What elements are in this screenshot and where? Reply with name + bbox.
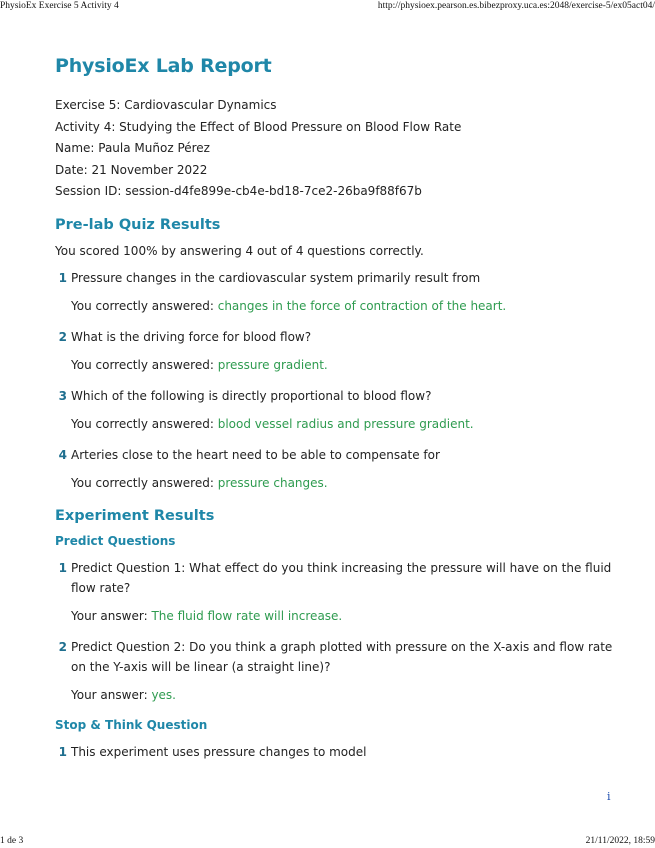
question-answer bbox=[55, 355, 615, 375]
page-number: 1 de 3 bbox=[0, 836, 24, 846]
answer-value: The fluid flow rate will increase. bbox=[151, 608, 343, 623]
predict-heading: Predict Questions bbox=[55, 533, 176, 548]
print-header-url: http://physioex.pearson.es.bibezproxy.uca.es:2048/exercise-5/ex05act04/ bbox=[377, 1, 655, 11]
question-text: This experiment uses pressure changes to model bbox=[71, 744, 367, 759]
answer-prefix: You correctly answered: bbox=[71, 416, 214, 431]
date-line: Date: 21 November 2022 bbox=[55, 162, 208, 177]
question-text: Arteries close to the heart need to be able to compensate for bbox=[71, 447, 440, 462]
report-meta bbox=[55, 95, 615, 203]
question-answer bbox=[55, 296, 615, 316]
question-answer bbox=[55, 685, 615, 705]
question-number: 4 bbox=[58, 447, 67, 462]
session-line: Session ID: session-d4fe899e-cb4e-bd18-7ce2-26ba9f88f67b bbox=[55, 184, 422, 199]
activity-line: Activity 4: Studying the Effect of Blood Pressure on Blood Flow Rate bbox=[55, 119, 462, 134]
question-text: What is the driving force for blood flow? bbox=[71, 329, 312, 344]
question-number: 1 bbox=[58, 270, 67, 285]
report-content bbox=[55, 52, 615, 762]
question-answer bbox=[55, 473, 615, 493]
question-text: Which of the following is directly proportional to blood flow? bbox=[71, 388, 432, 403]
print-timestamp: 21/11/2022, 18:59 bbox=[585, 836, 655, 846]
predict-question bbox=[55, 637, 615, 705]
stop-think-heading: Stop & Think Question bbox=[55, 717, 208, 732]
answer-prefix: You correctly answered: bbox=[71, 357, 214, 372]
question-number: 2 bbox=[58, 329, 67, 344]
answer-prefix: You correctly answered: bbox=[71, 298, 214, 313]
info-icon[interactable]: i bbox=[607, 790, 611, 803]
question-answer bbox=[55, 606, 615, 626]
stop-think-question bbox=[55, 742, 615, 762]
question-text: Predict Question 2: Do you think a graph plotted with pressure on the X-axis and flow rate on the Y-axis will be linear (a straight line)? bbox=[71, 639, 613, 674]
question-number: 2 bbox=[58, 639, 67, 654]
prelab-question bbox=[55, 268, 615, 316]
print-header-title: PhysioEx Exercise 5 Activity 4 bbox=[0, 1, 119, 11]
prelab-question bbox=[55, 445, 615, 493]
question-answer bbox=[55, 414, 615, 434]
exercise-line: Exercise 5: Cardiovascular Dynamics bbox=[55, 98, 277, 112]
question-number: 3 bbox=[58, 388, 67, 403]
experiment-heading: Experiment Results bbox=[55, 507, 215, 524]
question-number: 1 bbox=[58, 560, 67, 575]
name-line: Name: Paula Muñoz Pérez bbox=[55, 141, 210, 156]
prelab-question bbox=[55, 386, 615, 434]
prelab-score: You scored 100% by answering 4 out of 4 questions correctly. bbox=[55, 243, 424, 258]
prelab-heading: Pre-lab Quiz Results bbox=[55, 216, 221, 233]
report-title: PhysioEx Lab Report bbox=[55, 55, 272, 77]
predict-question bbox=[55, 558, 615, 626]
answer-value: yes. bbox=[151, 687, 176, 702]
question-number: 1 bbox=[58, 744, 67, 759]
answer-value: pressure changes. bbox=[217, 475, 328, 490]
question-text: Predict Question 1: What effect do you think increasing the pressure will have on the fluid flow rate? bbox=[71, 560, 612, 595]
question-text: Pressure changes in the cardiovascular system primarily result from bbox=[71, 270, 481, 285]
answer-prefix: You correctly answered: bbox=[71, 475, 214, 490]
answer-value: pressure gradient. bbox=[217, 357, 328, 372]
answer-prefix: Your answer: bbox=[71, 608, 148, 623]
answer-value: blood vessel radius and pressure gradient. bbox=[217, 416, 474, 431]
answer-value: changes in the force of contraction of the heart. bbox=[217, 298, 507, 313]
answer-prefix: Your answer: bbox=[71, 687, 148, 702]
prelab-question bbox=[55, 327, 615, 375]
